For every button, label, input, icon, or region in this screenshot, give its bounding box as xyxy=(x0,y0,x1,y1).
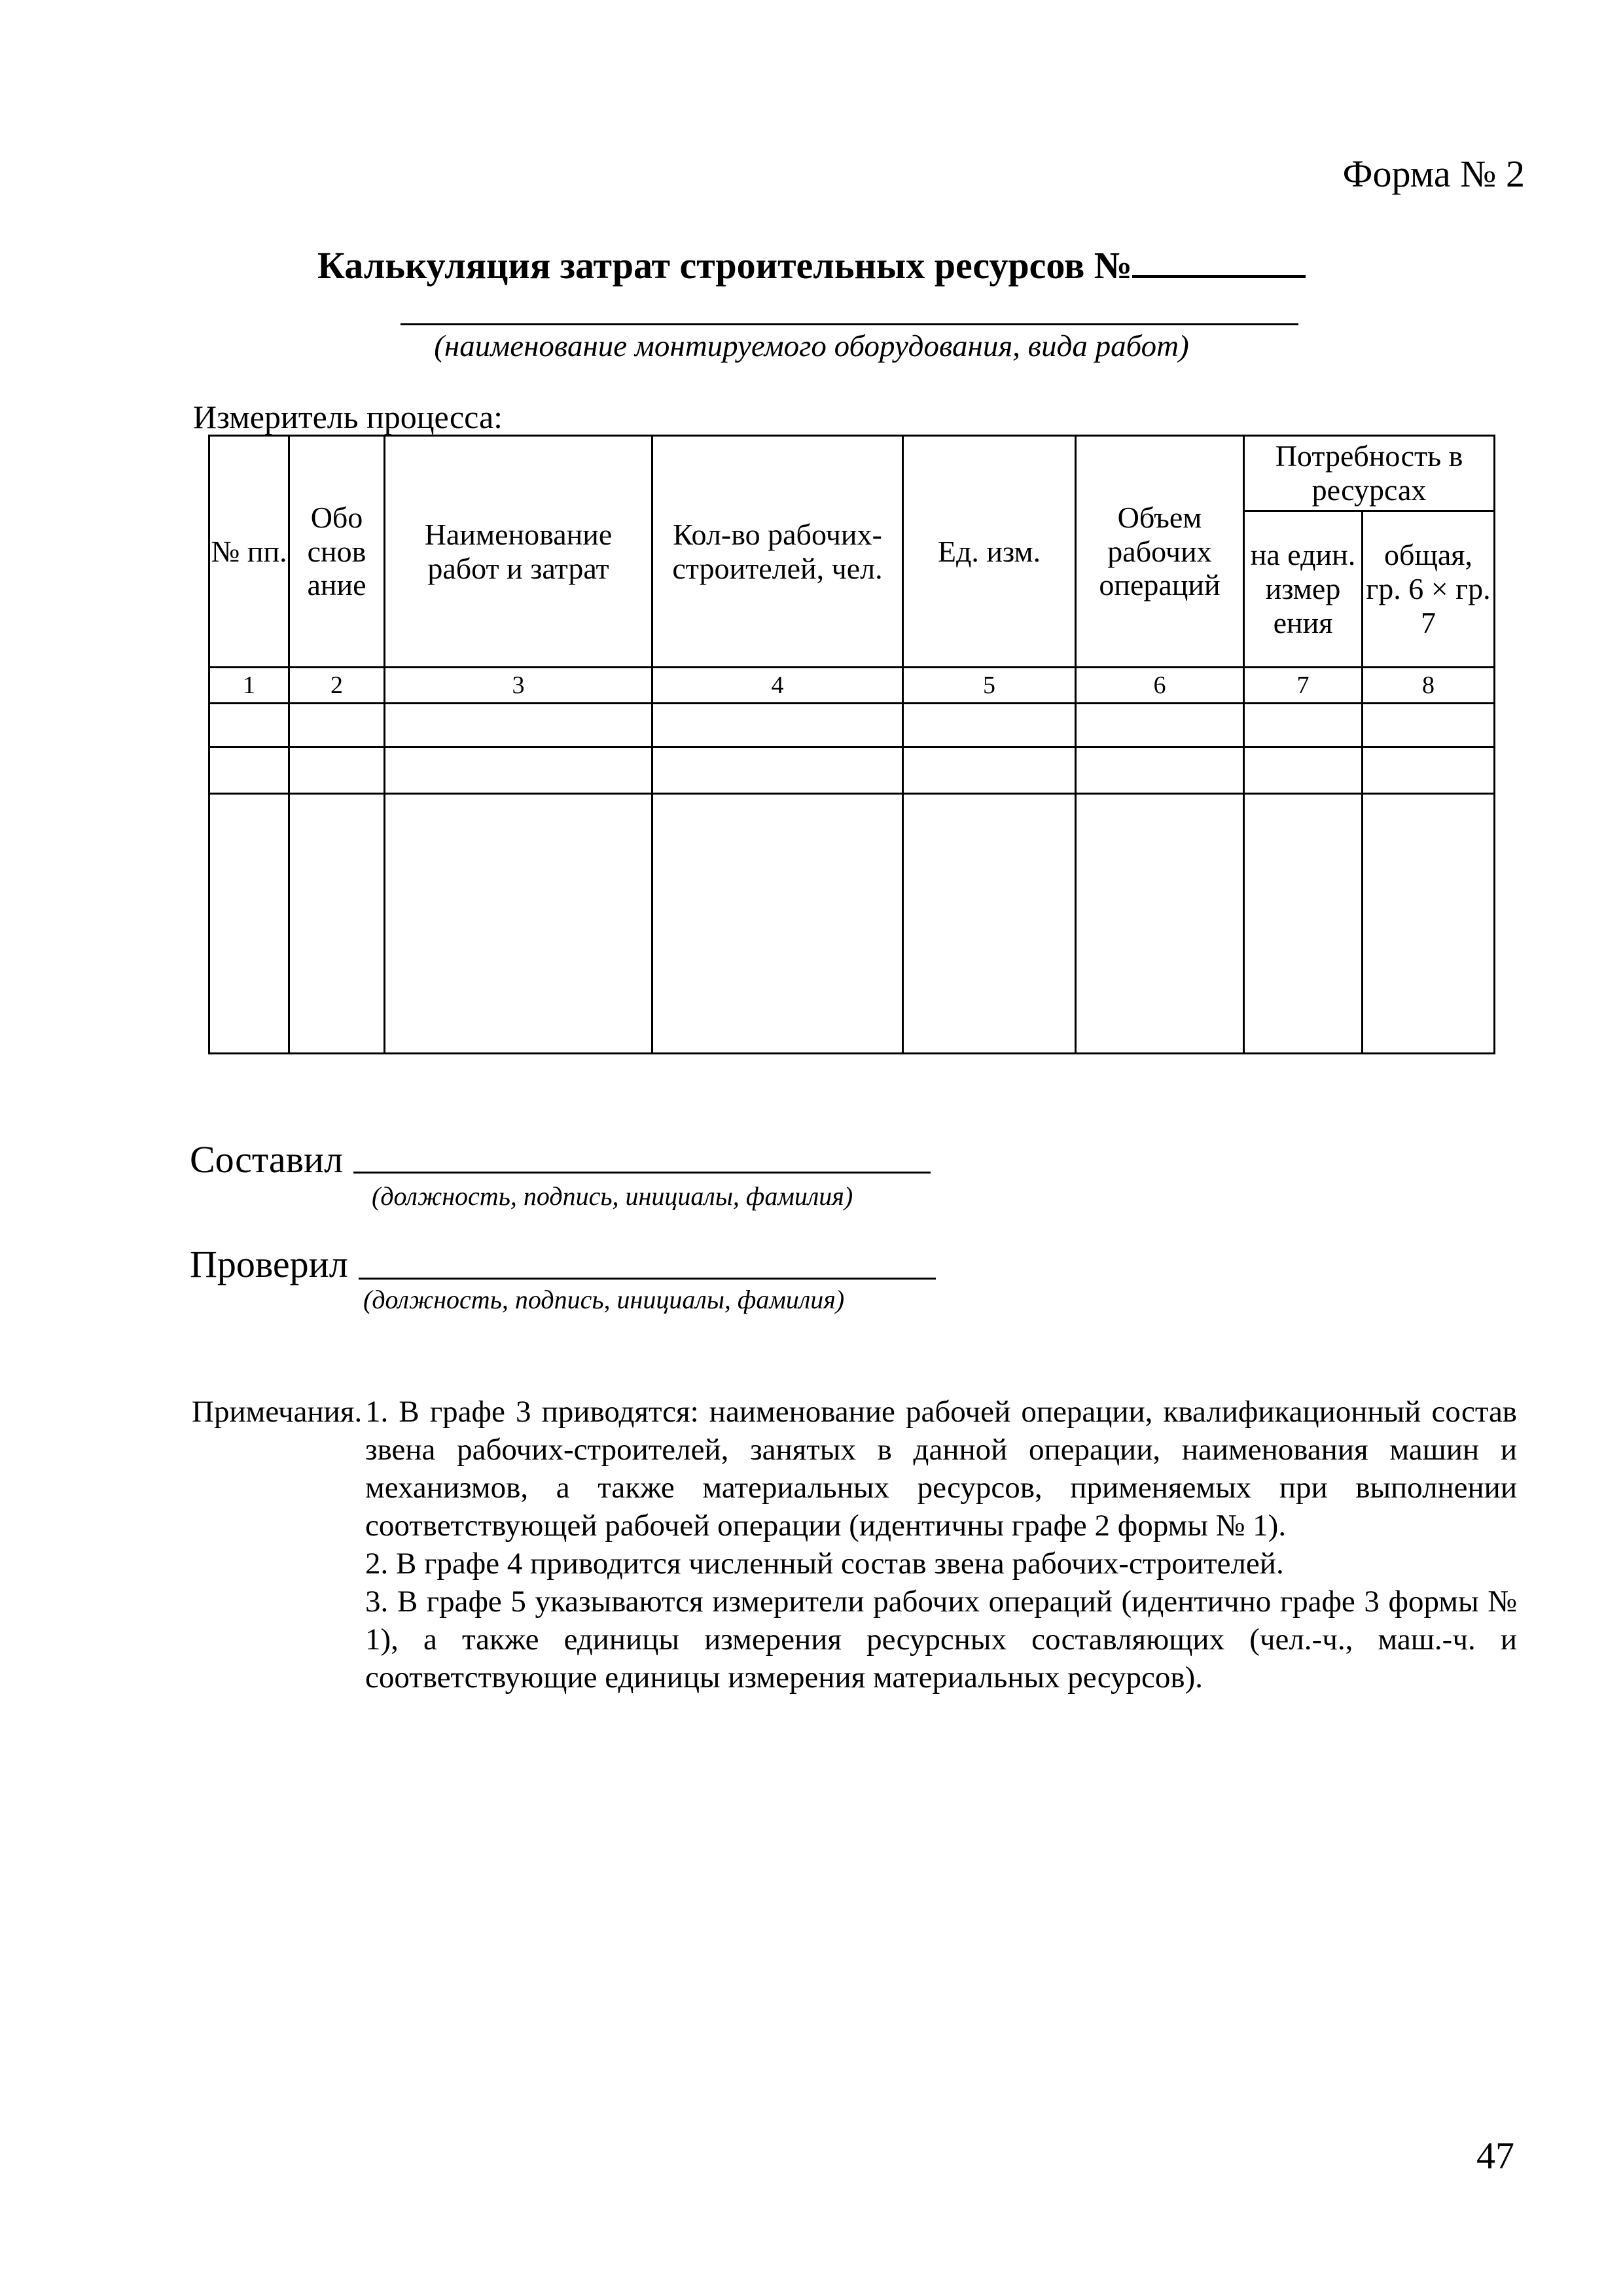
table-cell[interactable] xyxy=(209,704,289,747)
checked-by-signature-line[interactable] xyxy=(359,1278,936,1280)
table-cell[interactable] xyxy=(1363,747,1495,794)
header-resource-need: Потребность в ресурсах xyxy=(1244,436,1495,511)
notes-heading: Примечания. xyxy=(192,1395,363,1429)
column-number: 4 xyxy=(652,668,903,704)
table-cell[interactable] xyxy=(1244,747,1363,794)
column-number: 5 xyxy=(903,668,1076,704)
notes-section xyxy=(192,1393,1517,1696)
title-number-blank xyxy=(1132,243,1306,278)
header-total: общая, гр. 6 × гр. 7 xyxy=(1363,511,1495,668)
subtitle-line xyxy=(401,323,1298,325)
document-title xyxy=(0,243,1623,287)
process-meter-label: Измеритель процесса: xyxy=(193,399,503,435)
checked-by-label: Проверил xyxy=(190,1243,348,1285)
table-cell[interactable] xyxy=(652,747,903,794)
table-cell[interactable] xyxy=(652,794,903,1054)
column-number: 6 xyxy=(1076,668,1244,704)
table-cell[interactable] xyxy=(1244,704,1363,747)
composed-by-label: Составил xyxy=(190,1138,344,1181)
table-cell[interactable] xyxy=(903,704,1076,747)
notes-body xyxy=(365,1393,1517,1696)
table-cell[interactable] xyxy=(289,747,385,794)
form-number: Форма № 2 xyxy=(1342,152,1525,195)
header-workers-count: Кол-во рабочих-строителей, чел. xyxy=(652,436,903,668)
composed-by-signature-line[interactable] xyxy=(353,1172,931,1174)
table-row xyxy=(209,704,1495,747)
table-cell[interactable] xyxy=(1363,794,1495,1054)
header-basis: Обо снов ание xyxy=(289,436,385,668)
table-cell[interactable] xyxy=(903,794,1076,1054)
table-cell[interactable] xyxy=(903,747,1076,794)
table-cell[interactable] xyxy=(1244,794,1363,1054)
document-title-text: Калькуляция затрат строительных ресурсов № xyxy=(317,244,1133,287)
column-number-row xyxy=(209,668,1495,704)
table-cell[interactable] xyxy=(1076,704,1244,747)
header-per-unit: на един. измер ения xyxy=(1244,511,1363,668)
table-row xyxy=(209,794,1495,1054)
page-number: 47 xyxy=(1476,2134,1514,2177)
header-operations-volume: Объем рабочих операций xyxy=(1076,436,1244,668)
column-number: 7 xyxy=(1244,668,1363,704)
composed-by-caption: (должность, подпись, инициалы, фамилия) xyxy=(372,1181,853,1211)
note-item: 1. В графе 3 приводятся: наименование рабочей операции, квалификационный состав звена рабочих-строителей, занятых в данной операции, наименования машин и механизмов, а также материальных ресурсов, применяемых при выполнении соответствующей рабочей операции (идентичны графе 2 формы № 1). xyxy=(365,1395,1517,1543)
checked-by-caption: (должность, подпись, инициалы, фамилия) xyxy=(363,1285,845,1314)
header-number: № пп. xyxy=(209,436,289,668)
header-unit: Ед. изм. xyxy=(903,436,1076,668)
note-item: 2. В графе 4 приводится численный состав звена рабочих-строителей. xyxy=(365,1547,1284,1581)
column-number: 2 xyxy=(289,668,385,704)
table-cell[interactable] xyxy=(289,704,385,747)
header-work-name: Наименование работ и затрат xyxy=(385,436,652,668)
table-cell[interactable] xyxy=(652,704,903,747)
table-cell[interactable] xyxy=(209,794,289,1054)
column-number: 1 xyxy=(209,668,289,704)
table-cell[interactable] xyxy=(385,747,652,794)
table-cell[interactable] xyxy=(385,794,652,1054)
table-cell[interactable] xyxy=(385,704,652,747)
column-number: 3 xyxy=(385,668,652,704)
subtitle-caption: (наименование монтируемого оборудования, вида работ) xyxy=(434,329,1189,363)
table-cell[interactable] xyxy=(1363,704,1495,747)
table-cell[interactable] xyxy=(209,747,289,794)
table-cell[interactable] xyxy=(289,794,385,1054)
table-row xyxy=(209,747,1495,794)
table-cell[interactable] xyxy=(1076,794,1244,1054)
table-cell[interactable] xyxy=(1076,747,1244,794)
resource-cost-table xyxy=(208,435,1495,1054)
column-number: 8 xyxy=(1363,668,1495,704)
note-item: 3. В графе 5 указываются измерители рабочих операций (идентично графе 3 формы № 1), а также единицы измерения ресурсных составляющих (чел.-ч., маш.-ч. и соответствующие единицы измерения материальных ресурсов). xyxy=(365,1585,1517,1695)
